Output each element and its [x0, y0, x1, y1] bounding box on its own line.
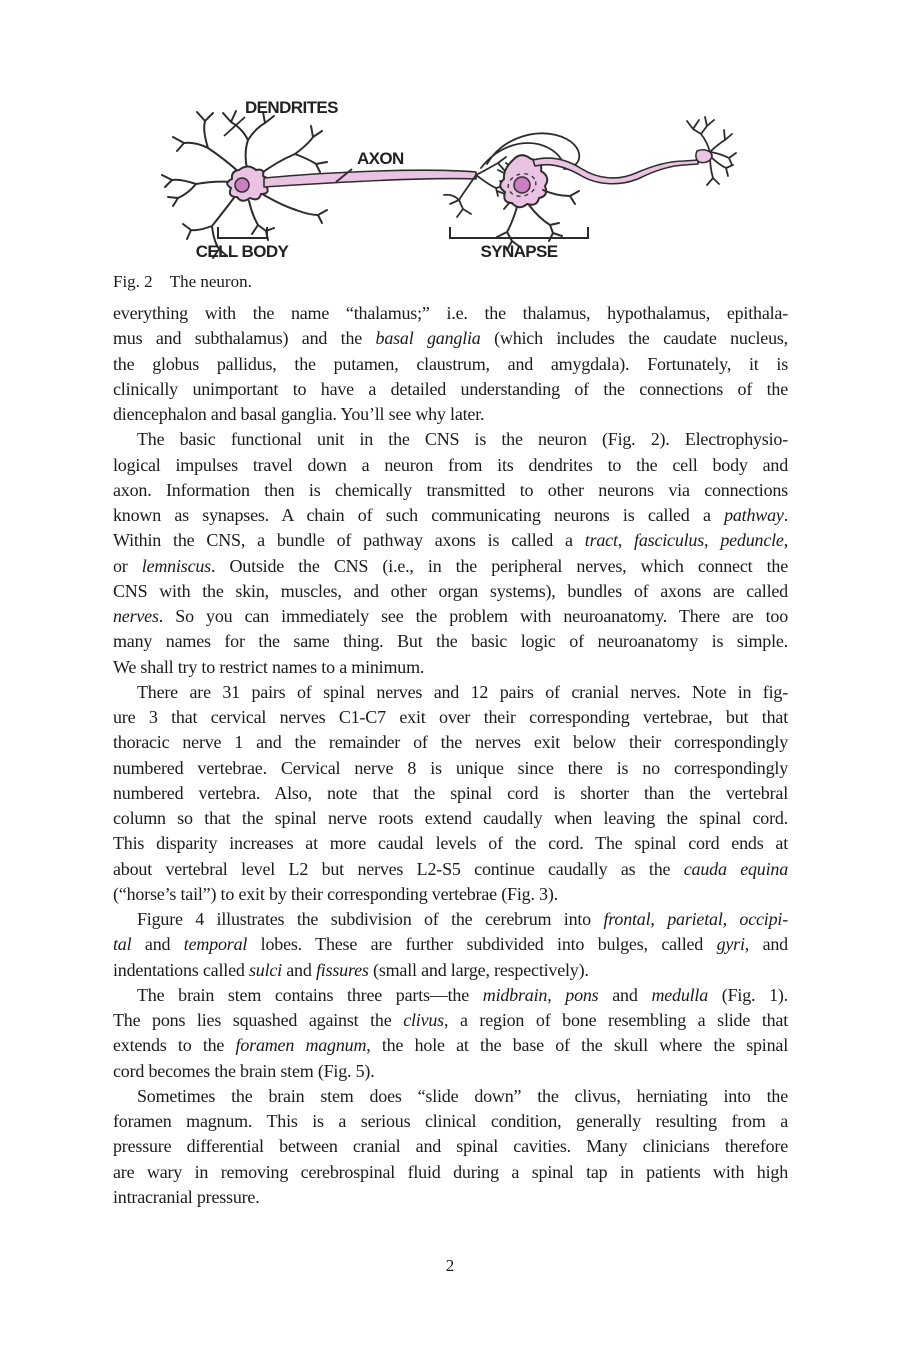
- text-line: This disparity increases at more caudal levels of the cord. The spinal cord ends at: [113, 833, 788, 854]
- text-line: everything with the name “thalamus;” i.e. the thalamus, hypothalamus, epithala-: [113, 303, 788, 323]
- cell-body-bracket: [218, 227, 267, 238]
- text-line: mus and subthalamus) and the basal ganglia (which includes the caudate nucleus,: [113, 328, 788, 349]
- paragraph: [113, 907, 788, 983]
- text-line: CNS with the skin, muscles, and other organ systems), bundles of axons are called: [113, 580, 788, 601]
- text-line: Figure 4 illustrates the subdivision of the cerebrum into frontal, parietal, occipi-: [137, 909, 788, 929]
- text-line: numbered vertebra. Also, note that the spinal cord is shorter than the vertebral: [113, 782, 788, 803]
- axon-terminal: [687, 117, 736, 185]
- text-line: column so that the spinal nerve roots extend caudally when leaving the spinal cord.: [113, 808, 788, 828]
- text-line: The pons lies squashed against the clivus, a region of bone resembling a slide that: [113, 1010, 789, 1030]
- text-line: clinically unimportant to have a detailed understanding of the connections of the: [113, 378, 788, 399]
- text-line: about vertebral level L2 but nerves L2-S5 continue caudally as the cauda equina: [113, 858, 788, 879]
- text-line: diencephalon and basal ganglia. You’ll see why later.: [113, 404, 485, 424]
- nucleus: [235, 178, 249, 192]
- text-line: There are 31 pairs of spinal nerves and 12 pairs of cranial nerves. Note in fig-: [137, 681, 788, 702]
- dendrite-branch: [223, 111, 274, 169]
- text-line: many names for the same thing. But the basic logic of neuroanatomy is simple.: [113, 631, 788, 652]
- figure-caption-label: Fig. 2: [113, 272, 153, 291]
- axon-shape: [264, 170, 476, 187]
- figure-caption: [113, 272, 252, 292]
- cell-body-label: CELL BODY: [195, 242, 289, 261]
- text-line: The basic functional unit in the CNS is the neuron (Fig. 2). Electrophysio-: [137, 429, 788, 450]
- text-line: or lemniscus. Outside the CNS (i.e., in the peripheral nerves, which connect the: [113, 555, 788, 576]
- text-line: indentations called sulci and fissures (small and large, respectively).: [113, 959, 589, 980]
- dendrite-branch: [249, 201, 274, 240]
- paragraph: [113, 427, 788, 680]
- text-line: the globus pallidus, the putamen, claustrum, and amygdala). Fortunately, it is: [113, 353, 788, 374]
- paragraph: [113, 983, 788, 1084]
- page-number: 2: [445, 1256, 455, 1275]
- text-line: intracranial pressure.: [113, 1186, 260, 1207]
- axon-shape: [533, 158, 698, 184]
- dendrite-branch: [529, 205, 562, 241]
- text-line: foramen magnum. This is a serious clinical condition, generally resulting from a: [113, 1111, 788, 1131]
- text-line: tal and temporal lobes. These are further subdivided into bulges, called gyri, and: [113, 934, 788, 955]
- text-line: (“horse’s tail”) to exit by their corresponding vertebrae (Fig. 3).: [113, 883, 558, 904]
- dendrite-branch: [543, 190, 579, 204]
- dendrites-pointer-line: [224, 117, 245, 136]
- synapse-label: SYNAPSE: [480, 242, 558, 261]
- text-line: We shall try to restrict names to a minimum.: [113, 656, 425, 677]
- dendrite-branch: [259, 192, 327, 223]
- text-line: are wary in removing cerebrospinal fluid during a spinal tap in patients with high: [113, 1161, 788, 1182]
- dendrite-branch: [162, 175, 232, 206]
- text-line: nerves. So you can immediately see the problem with neuroanatomy. There are too: [113, 606, 788, 626]
- paragraph: [113, 680, 788, 907]
- text-line: The brain stem contains three parts—the midbrain, pons and medulla (Fig. 1).: [137, 984, 788, 1005]
- text-line: logical impulses travel down a neuron from its dendrites to the cell body and: [113, 454, 788, 475]
- paragraph: [113, 301, 788, 427]
- text-line: cord becomes the brain stem (Fig. 5).: [113, 1060, 375, 1081]
- text-line: thoracic nerve 1 and the remainder of the nerves exit below their correspondingly: [113, 732, 788, 753]
- dendrite-branch: [259, 126, 327, 175]
- synapse-bracket: [450, 227, 588, 238]
- axon-label: AXON: [357, 149, 404, 168]
- text-line: Within the CNS, a bundle of pathway axons is called a tract, fasciculus, peduncle,: [113, 530, 789, 551]
- text-line: known as synapses. A chain of such communicating neurons is called a pathway.: [113, 505, 788, 525]
- text-line: extends to the foramen magnum, the hole at the base of the skull where the spinal: [113, 1035, 788, 1056]
- body-text: [113, 301, 788, 1210]
- dendrites-label: DENDRITES: [245, 98, 338, 117]
- paragraph: [113, 1084, 788, 1210]
- text-line: ure 3 that cervical nerves C1-C7 exit over their corresponding vertebrae, but that: [113, 707, 788, 727]
- text-line: pressure differential between cranial and spinal cavities. Many clinicians therefore: [113, 1136, 788, 1157]
- neuron-figure: [0, 0, 900, 300]
- right-neuron: [497, 117, 736, 250]
- nucleus: [514, 177, 530, 193]
- neuron-drawing: [0, 0, 900, 300]
- figure-caption-text: The neuron.: [169, 272, 252, 291]
- text-line: axon. Information then is chemically transmitted to other neurons via connections: [113, 479, 788, 500]
- text-line: numbered vertebrae. Cervical nerve 8 is unique since there is no correspondingly: [113, 757, 788, 778]
- text-line: Sometimes the brain stem does “slide down” the clivus, herniating into the: [137, 1085, 788, 1106]
